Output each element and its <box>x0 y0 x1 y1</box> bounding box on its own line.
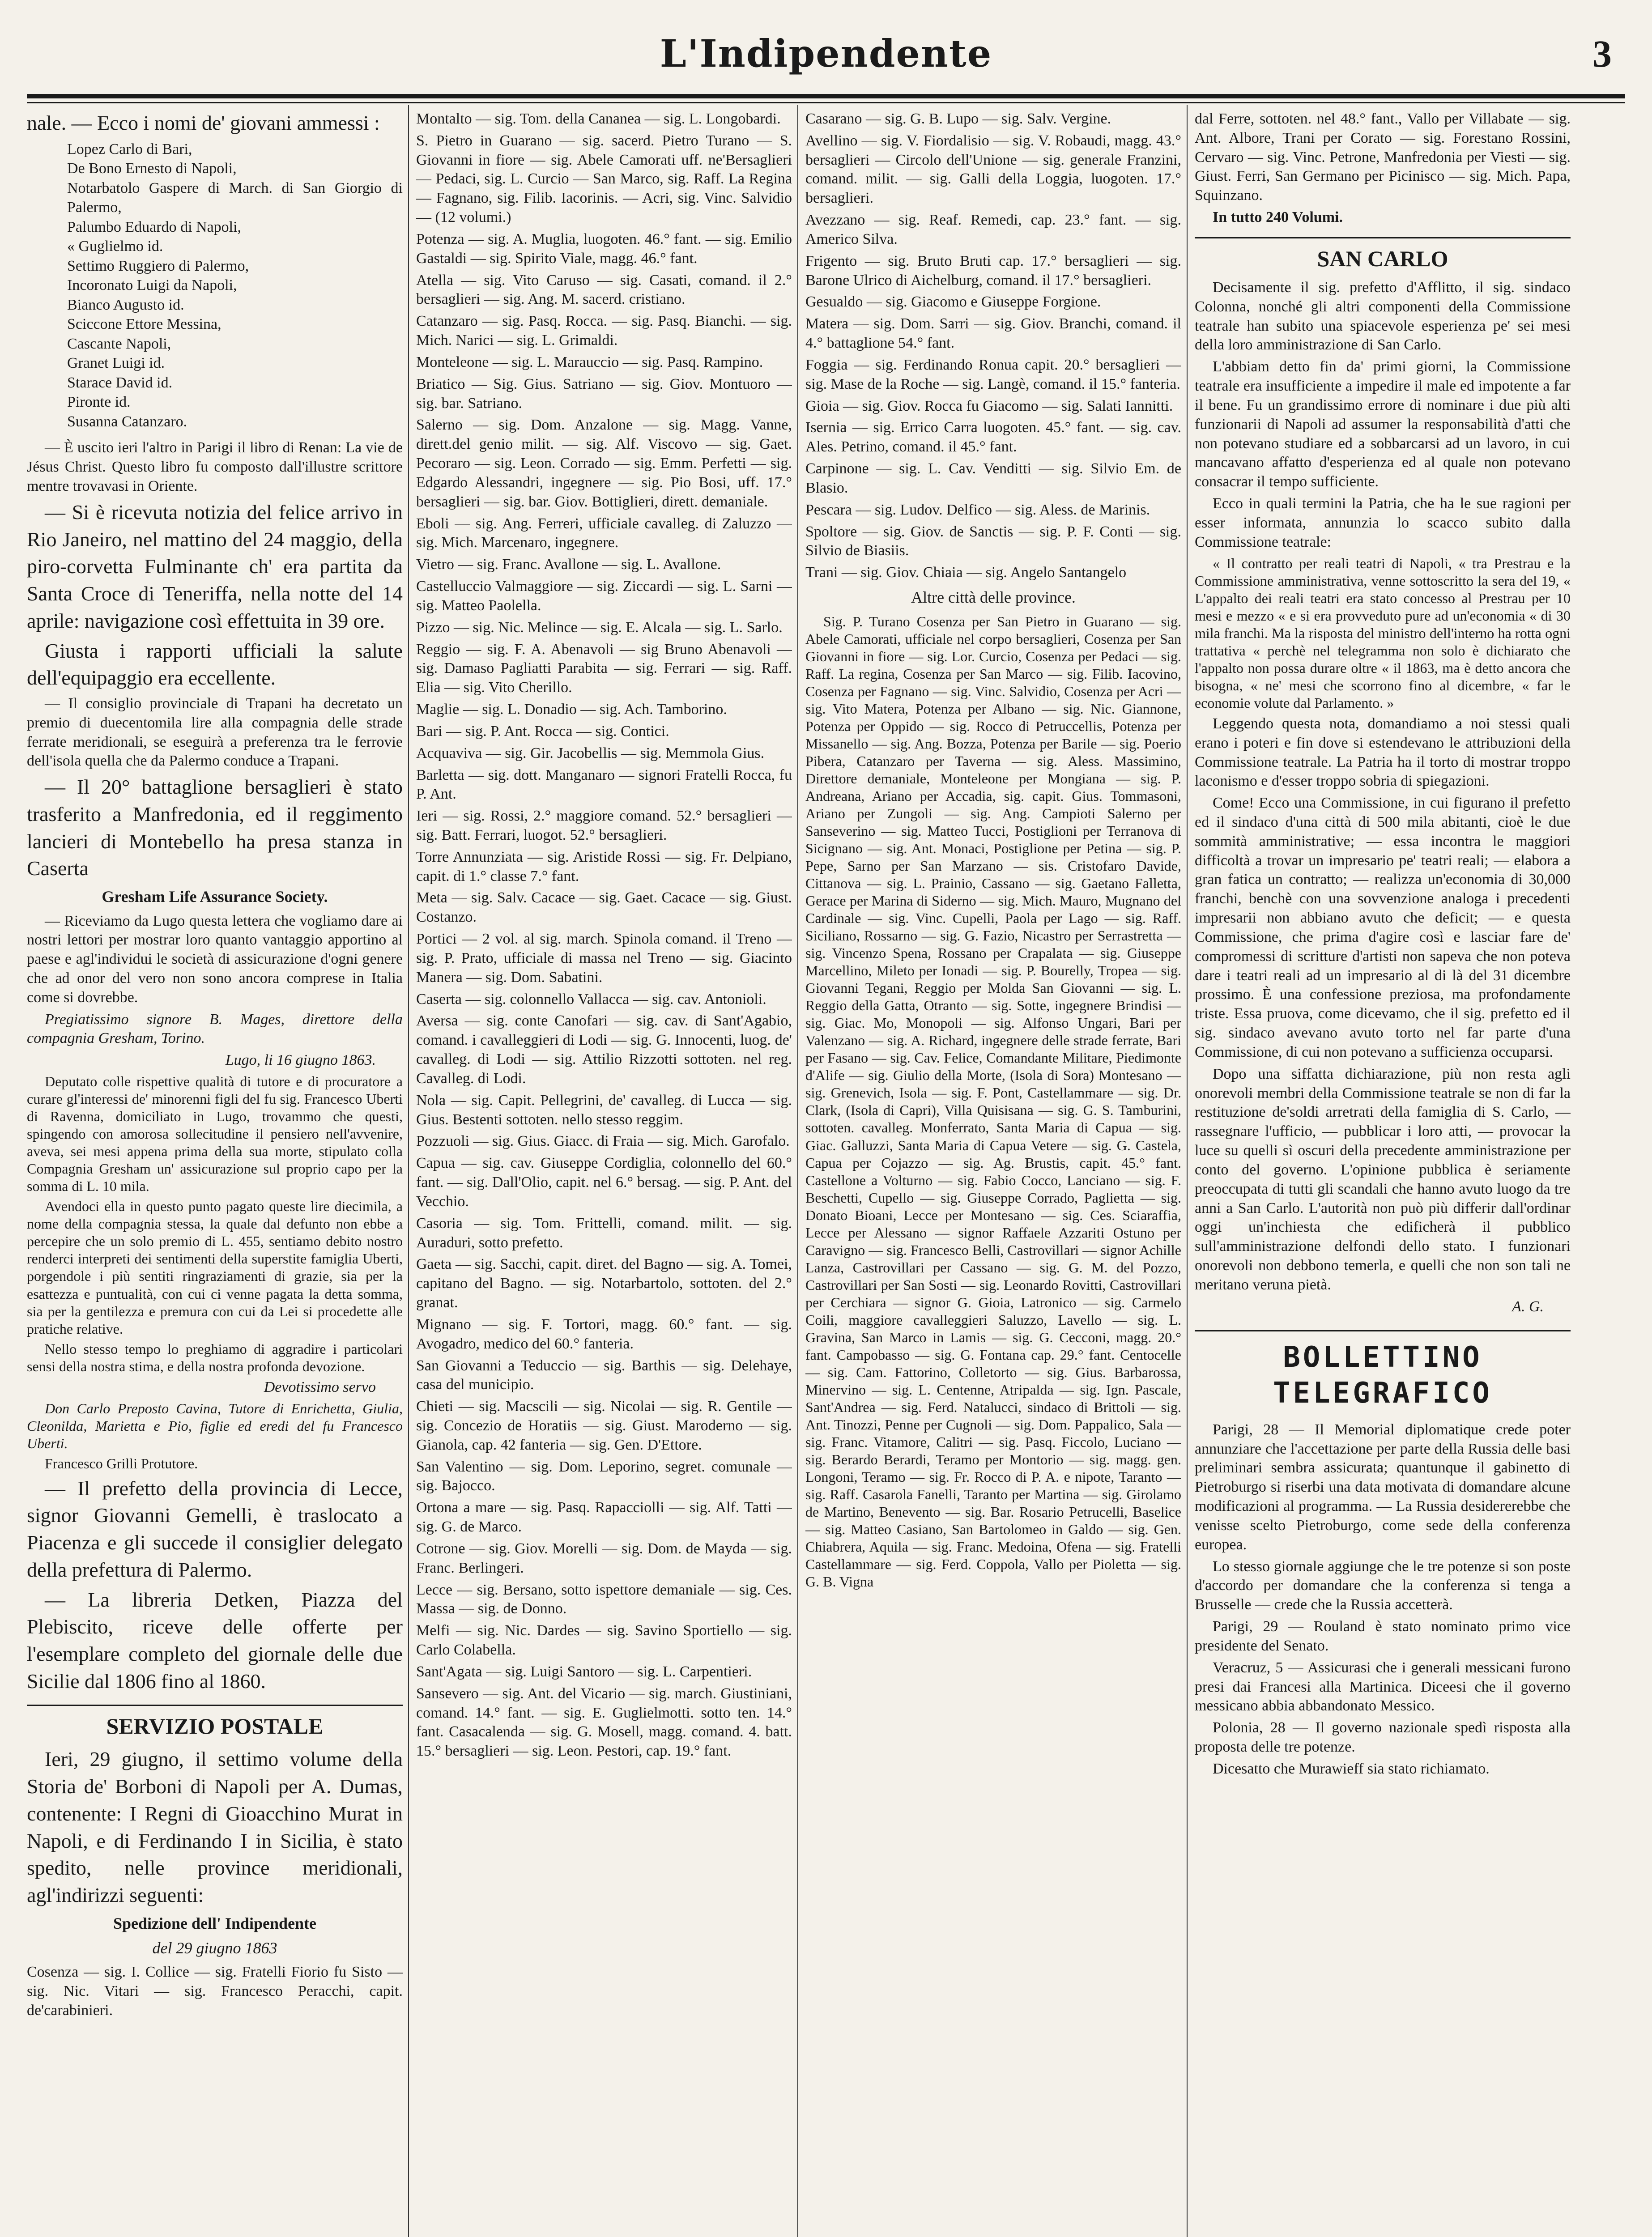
list-item: Sciccone Ettore Messina, <box>67 316 221 333</box>
list-item: Chieti — sig. Macscili — sig. Nicolai — sig. R. Gentile — sig. Concezio de Horatiis — sig. Giust. Maroderno — sig. Gianola, cap. 42 fanteria — sig. Gen. D'Ettore. <box>416 1398 792 1453</box>
article-paragraph: Dopo una siffatta dichiarazione, più non resta agli onorevoli membri della Commissione teatrale se non di far la restituzione de'soldi arretrati della famiglia di S. Carlo, — rassegnare l'ufficio, — pubblicar i loro atti, — provocar la luce su quelli sì oscuri della precedente amministrazione per conto del governo. L'opinione pubblica è seriamente preoccupata di tutti gli scandali che hanno avuto luogo da tre anni a San Carlo. L'autorità non può più differir dall'ordinar oggi un'inchiesta che edificherà il pubblico sull'amministrazione delfondi dello stato. I funzionari onorevoli non debbono temerla, e quelli che non son tali ne meritano veruna pietà. <box>1195 1065 1571 1293</box>
list-item: Portici — 2 vol. al sig. march. Spinola comand. il Treno — sig. P. Prato, ufficiale di massa nel Treno — sig. Giacinto Manera — sig. Dom. Sabatini. <box>416 931 792 986</box>
list-item: Lecce — sig. Bersano, sotto ispettore demaniale — sig. Ces. Massa — sig. de Donno. <box>416 1581 792 1617</box>
list-item: Susanna Catanzaro. <box>67 413 187 430</box>
list-item: San Giovanni a Teduccio — sig. Barthis — sig. Delehaye, casa del municipio. <box>416 1357 792 1393</box>
article-paragraph: — La libreria Detken, Piazza del Plebiscito, riceve delle offerte per l'esemplare completo del giornale delle due Sicilie dal 1806 fino al 1860. <box>27 1588 403 1693</box>
list-item: Casoria — sig. Tom. Frittelli, comand. milit. — sig. Auraduri, sotto prefetto. <box>416 1215 792 1251</box>
article-paragraph: — È uscito ieri l'altro in Parigi il libro di Renan: La vie de Jésus Christ. Questo libro fu composto dall'illustre scrittore mentre trovavasi in Oriente. <box>27 439 403 495</box>
list-item: Carpinone — sig. L. Cav. Venditti — sig. Silvio Em. de Blasio. <box>805 460 1181 496</box>
list-item: Incoronato Luigi da Napoli, <box>67 277 237 294</box>
article-paragraph: Decisamente il sig. prefetto d'Afflitto, il sig. sindaco Colonna, nonché gli altri componenti della Commissione teatrale han subito una spiacevole esperienza pe' sei mesi della loro amministrazione di San Carlo. <box>1195 279 1571 353</box>
article-paragraph: — Il consiglio provinciale di Trapani ha decretato un premio di duecentomila lire alla compagnia delle strade ferrate meridionali, se eseguirà a preferenza tra le ferrovie dell'isola quella che da Palermo conduce a Trapani. <box>27 695 403 770</box>
list-item: Spoltore — sig. Giov. de Sanctis — sig. P. F. Conti — sig. Silvio de Biasiis. <box>805 523 1181 559</box>
column-divider <box>797 105 798 2237</box>
column-divider <box>1187 105 1188 2237</box>
list-item: S. Pietro in Guarano — sig. sacerd. Pietro Turano — S. Giovanni in fiore — sig. Abele Camorati uff. ne'Bersaglieri — Pedaci, sig. L. Curcio — San Marco, sig. Raff. La Regina — Fagnano, sig. Filib. Iacorinis. — Acri, sig. Vinc. Salvidio — (12 volumi.) <box>416 132 792 226</box>
list-item: Sansevero — sig. Ant. del Vicario — sig. march. Giustiniani, comand. 14.° fant. — sig. E. Guglielmotti. sotto ten. 14.° fant. Casacalenda — sig. G. Mosell, magg. comand. 4. batt. 15.° bersaglieri — sig. Leon. Pestori, cap. 19.° fant. <box>416 1685 792 1760</box>
list-item: Mignano — sig. F. Tortori, magg. 60.° fant. — sig. Avogadro, medico del 60.° fanteria. <box>416 1316 792 1352</box>
section-heading: Gresham Life Assurance Society. <box>102 888 328 906</box>
list-item: Notarbatolo Gaspere di March. di San Giorgio di Palermo, <box>67 179 403 216</box>
list-item: Briatico — Sig. Gius. Satriano — sig. Giov. Montuoro — sig. bar. Satriano. <box>416 375 792 412</box>
list-item: Ieri — sig. Rossi, 2.° maggiore comand. 52.° bersaglieri — sig. Batt. Ferrari, luogot. 52.° bersaglieri. <box>416 808 792 843</box>
article-paragraph: Lo stesso giornale aggiunge che le tre potenze si son poste d'accordo per domandare che la conferenza si tenga a Brusselle — crede che la Russia accetterà. <box>1195 1558 1571 1613</box>
column-3 <box>805 110 1181 2237</box>
list-item: Bianco Augusto id. <box>67 296 184 313</box>
article-paragraph: Giusta i rapporti ufficiali la salute dell'equipaggio era eccellente. <box>27 639 403 689</box>
list-item: Gioia — sig. Giov. Rocca fu Giacomo — sig. Salati Iannitti. <box>805 397 1173 414</box>
list-item: Acquaviva — sig. Gir. Jacobellis — sig. Memmola Gius. <box>416 744 765 761</box>
list-item: Gaeta — sig. Sacchi, capit. diret. del Bagno — sig. A. Tomei, capitano del Bagno. — sig. Notarbartolo, sottoten. del 2.° granat. <box>416 1256 792 1311</box>
article-paragraph: dal Ferre, sottoten. nel 48.° fant., Vallo per Villabate — sig. Ant. Albore, Trani per Corato — sig. Forestano Rossini, Cervaro — sig. Vinc. Petrone, Manfredonia per Viesti — sig. Giust. Ferri, San Germano per Picinisco — sig. Mich. Papa, Squinzano. <box>1195 111 1571 204</box>
list-item: Gesualdo — sig. Giacomo e Giuseppe Forgione. <box>805 293 1101 310</box>
article-paragraph: Polonia, 28 — Il governo nazionale spedì risposta alla proposta delle tre potenze. <box>1195 1719 1571 1756</box>
list-item: Lopez Carlo di Bari, <box>67 140 192 157</box>
article-paragraph: — Riceviamo da Lugo questa lettera che vogliamo dare ai nostri lettori per mostrar loro quanto vantaggio apportino al paese e agl'individui le società di assicurazione d'ogni genere che ad onor del vero non sono ancora comprese in Italia come si dovrebbe. <box>27 912 403 1006</box>
list-item: Pozzuoli — sig. Gius. Giacc. di Fraia — sig. Mich. Garofalo. <box>416 1133 790 1150</box>
list-item: Starace David id. <box>67 374 173 391</box>
masthead <box>27 18 1625 103</box>
list-item: Caserta — sig. colonnello Vallacca — sig. cav. Antonioli. <box>416 991 766 1008</box>
article-paragraph: — Il prefetto della provincia di Lecce, signor Giovanni Gemelli, è traslocato a Piacenza e gli succede il consiglier delegato della prefettura di Palermo. <box>27 1476 403 1581</box>
article-paragraph: — Il 20° battaglione bersaglieri è stato trasferito a Manfredonia, ed il reggimento lancieri di Montebello ha presa stanza in Caserta <box>27 775 403 880</box>
list-item: Maglie — sig. L. Donadio — sig. Ach. Tamborino. <box>416 701 727 718</box>
article-paragraph: Nello stesso tempo lo preghiamo di aggradire i particolari sensi della nostra stima, e della nostra profonda devozione. <box>27 1340 403 1374</box>
list-item: Cosenza — sig. I. Collice — sig. Fratelli Fiorio fu Sisto — sig. Nic. Vitari — sig. Francesco Peracchi, capit. de'carabinieri. <box>27 1964 403 2019</box>
list-item: Settimo Ruggiero di Palermo, <box>67 257 249 274</box>
list-item: Isernia — sig. Errico Carra luogoten. 45.° fant. — sig. cav. Ales. Petrino, comand. il 45.° fant. <box>805 419 1181 455</box>
section-heading: SAN CARLO <box>1195 237 1571 273</box>
header-rule <box>27 94 1625 98</box>
list-item: Aversa — sig. conte Canofari — sig. cav. di Sant'Agabio, comand. i cavalleggieri di Lodi — sig. G. Innocenti, luog. de' cavalleg. di Lodi — sig. Attilio Rizzotti sottoten. nel reg. Cavalleg. di Lodi. <box>416 1012 792 1087</box>
article-paragraph: Parigi, 29 — Rouland è stato nominato primo vice presidente del Senato. <box>1195 1618 1571 1654</box>
section-subheading: Spedizione dell' Indipendente <box>113 1914 317 1932</box>
dispatch-date: del 29 giugno 1863 <box>152 1939 277 1957</box>
list-item: Palumbo Eduardo di Napoli, <box>67 218 242 235</box>
list-item: Meta — sig. Salv. Cacace — sig. Gaet. Cacace — sig. Giust. Costanzo. <box>416 889 792 926</box>
list-item: Frigento — sig. Bruto Bruti cap. 17.° bersaglieri — sig. Barone Ulrico di Aichelburg, comand. il 17.° bersaglieri. <box>805 252 1181 289</box>
column-divider <box>408 105 409 2237</box>
list-item: Cotrone — sig. Giov. Morelli — sig. Dom. de Mayda — sig. Franc. Berlingeri. <box>416 1540 792 1576</box>
article-paragraph: nale. — Ecco i nomi de' giovani ammessi : <box>27 111 380 134</box>
article-paragraph: Avendoci ella in questo punto pagato queste lire diecimila, a nome della compagnia stessa, la quale dal defunto non ebbe a percepire che un solo premio di L. 455, sentiamo debito nostro renderci interpreti dei sentimenti della superstite famiglia Uberti, porgendole i più sentiti ringraziamenti di grazie, sia per la esattezza e puntualità, con cui ci venne pagata la detta somma, sia per la gentilezza e premura con cui da Lei si procedette alle pratiche relative. <box>27 1198 403 1337</box>
list-item: Ortona a mare — sig. Pasq. Rapacciolli — sig. Alf. Tatti — sig. G. de Marco. <box>416 1499 792 1535</box>
letter-signature: Don Carlo Preposto Cavina, Tutore di Enrichetta, Giulia, Cleonilda, Marietta e Pio, figlie ed eredi del fu Francesco Uberti. <box>27 1400 403 1451</box>
name-list <box>67 140 403 432</box>
list-item: Cascante Napoli, <box>67 335 171 352</box>
article-paragraph: Veracruz, 5 — Assicurasi che i generali messicani furono presi dai Francesi alla Martinica. Diceesi che il governo messicano abbia abbandonato Messico. <box>1195 1659 1571 1714</box>
letter-closing: Devotissimo servo <box>264 1378 376 1395</box>
list-item: Barletta — sig. dott. Manganaro — signori Fratelli Rocca, fu P. Ant. <box>416 766 792 803</box>
article-paragraph: Come! Ecco una Commissione, in cui figurano il prefetto ed il sindaco d'una città di 500 mila abitanti, cioè le due sommità amministrative; — essa incontra le maggiori difficoltà a trovar un impresario pe' teatri reali; — elabora a gran fatica un contratto; — realizza un'economia di 30,000 franchi, benchè con una sovvenzione analoga i precedenti impresarii non abbiano avuto che deficit; — e questa Commissione, che prima d'agire così e lasciar fare de' compromessi di scritture d'artisti non sapeva che non poteva dare i teatri reali ad un impresario al di là del 31 dicembre prossimo. È una confessione preziosa, ma profondamente triste. Essa pruova, come dicevamo, che il sig. prefetto ed il sig. sindaco avevano avuto torto nel far parte d'una Commissione, di cui non potevano a sufficienza occuparsi. <box>1195 795 1571 1060</box>
list-item: Salerno — sig. Dom. Anzalone — sig. Magg. Vanne, dirett.del genio milit. — sig. Alf. Viscovo — sig. Gaet. Pecoraro — sig. Leon. Corrado — sig. Emm. Perfetti — sig. Edgardo Alessandri, ingegnere — sig. Pio Bosi, uff. 17.° bersaglieri — sig. bar. Giov. Bottiglieri, dirett. demaniale. <box>416 417 792 510</box>
list-item: Monteleone — sig. L. Marauccio — sig. Pasq. Rampino. <box>416 353 763 370</box>
list-item: Vietro — sig. Franc. Avallone — sig. L. Avallone. <box>416 556 721 573</box>
column-1 <box>27 110 403 2237</box>
article-paragraph: Deputato colle rispettive qualità di tutore e di procuratore a curare gl'interessi de' minorenni figli del fu sig. Francesco Uberti di Ravenna, domiciliato in Lugo, trovammo che questi, spingendo con amorosa sollecitudine il pensiero nell'avvenire, aveva, sei mesi appena prima della sua morte, stipulato colla Compagnia Gresham un' assicurazione sul proprio capo per la somma di L. 10 mila. <box>27 1073 403 1195</box>
list-item: Avezzano — sig. Reaf. Remedi, cap. 23.° fant. — sig. Americo Silva. <box>805 212 1181 247</box>
article-paragraph: Sig. P. Turano Cosenza per San Pietro in Guarano — sig. Abele Camorati, ufficiale nel corpo bersaglieri, Cosenza per San Giovanni in fiore — sig. Lor. Curcio, Cosenza per Pedaci — sig. Raff. La regina, Cosenza per San Marco — sig. Filib. Iacovino, Cosenza per Fagnano — sig. Vinc. Salvidio, Cosenza per Acri — sig. Vito Matera, Potenza per Albano — sig. Nic. Giannone, Potenza per Oppido — sig. Rocco di Petruccellis, Potenza per Missanello — sig. Ang. Bozza, Potenza per Barile — sig. Poerio Pibera, Catanzaro per Taverna — sig. Aless. Massimino, Direttore demaniale, Monteleone per Mongiana — sig. P. Andreana, Ariano per Accadia, sig. capit. Gius. Tommasoni, Ariano per Zungoli — sig. Ang. Campioti Salerno per Sanseverino — sig. Matteo Tucci, Postiglioni per Terranova di Sicignano — sig. Ant. Monaci, Postiglione per Petina — sig. P. Pepe, Sarno per San Marzano — sis. Cristofaro Davide, Cittanova — sig. L. Prainio, Cassano — sig. Gaetano Falletta, Gerace per Marina di Siderno — sig. Mich. Mauro, Mugnano del Cardinale — sig. Vinc. Cupelli, Paola per Lago — sig. Raff. Siciliano, Rossarno — sig. G. Fazio, Nicastro per Serrastretta — sig. Vincenzo Spena, Rossano per Crapalata — sig. Giuseppe Marcellino, Mileto per Ionadi — sig. P. Bourelly, Tropea — sig. Giovanni Tegani, Reggio per Molda San Giovanni — sig. L. Reggio della Gatta, Otranto — sig. Sotte, ingegnere Brindisi — sig. Giac. Mo, Monopoli — sig. Alfonso Ungari, Bari per Valenzano — sig. A. Richard, ingegnere delle strade ferrate, Bari per Fasano — sig. Cav. Felice, Comandante Militare, Piedimonte d'Alife — sig. Giulio della Morte, (Isola di Sora) Montesano — sig. Grenevich, Isola — sig. F. Pont, Castellammare — sig. Dr. Clark, (Isola di Capri), Villa Quisisana — sig. G. S. Tamburini, sottoten. cavalleg. Monferrato, Santa Maria di Capua — sig. Giac. Galluzzi, Santa Maria di Capua Vetere — sig. G. Castela, Capua per Cojazzo — sig. Ag. Brustis, capit. 45.° fant. Castellone a Volturno — sig. Fabio Cocco, Lanciano — sig. F. Beschetti, Cupello — sig. Giuseppe Corrado, Paglietta — sig. Donato Bioani, Lecce per Montesano — sig. Ces. Sciaraffia, Lecce per Alessano — signor Raffaele Azzariti Ostuno per Caravigno — sig. Francesco Belli, Castrovillari — signor Achille Lanza, Castrovillari per Cassano — sig. G. M. del Pozzo, Castrovillari per San Sosti — sig. Leonardo Rovitti, Castrovillari per Cerchiara — signor G. Gioia, Latronico — sig. Carmelo Coili, maggiore cavalleggieri Saluzzo, Lavello — sig. L. Gravina, San Marco in Lamis — sig. G. Cecconi, magg. 20.° fant. Campobasso — sig. G. Fontana cap. 29.° fant. Centocelle — sig. Cam. Fattorino, Colletorto — sig. Gius. Barbarossa, Minervino — sig. L. Centenne, Atripalda — sig. Ign. Pascale, Sant'Andrea — sig. Ferd. Natalucci, sindaco di Brittoli — sig. Ant. Tinozzi, Penne per Cugnoli — sig. Dom. Pappalico, Sala — sig. Franc. Vitamore, Calitri — sig. Pasq. Ficcolo, Luciano — sig. Berardo Berardi, Teramo per Montorio — sig. magg. gen. Longoni, Teramo — sig. Fr. Rocco di P. A. e nipote, Taranto — sig. Raff. Casarola Fanelli, Taranto per Martina — sig. Girolamo de Martino, Benevento — sig. Bar. Rosario Petrucelli, Baselice — sig. Matteo Casiano, San Bartolomeo in Galdo — sig. Gen. Chiabrera, Aquila — sig. Franc. Medoina, Ofena — sig. Fratelli Castellammare — sig. Ferd. Coppola, Vallo per Pioletta — sig. G. B. Vigna <box>805 613 1181 1590</box>
column-4 <box>1195 110 1571 2237</box>
list-item: Pironte id. <box>67 394 131 411</box>
list-item: Granet Luigi id. <box>67 355 165 372</box>
list-item: Avellino — sig. V. Fiordalisio — sig. V. Robaudi, magg. 43.° bersaglieri — Circolo dell'Unione — sig. generale Franzini, comand. milit. — sig. Galli della Loggia, luogoten. 17.° bersaglieri. <box>805 132 1181 207</box>
list-item: Capua — sig. cav. Giuseppe Cordiglia, colonnello del 60.° fant. — sig. Dall'Olio, capit. nel 6.° bersag. — sig. P. Ant. del Vecchio. <box>416 1155 792 1210</box>
section-heading: BOLLETTINO TELEGRAFICO <box>1195 1330 1571 1412</box>
list-item: Eboli — sig. Ang. Ferreri, ufficiale cavalleg. di Zaluzzo — sig. Mich. Marcenaro, ingegnere. <box>416 515 792 551</box>
column-2 <box>416 110 792 2237</box>
list-item: Trani — sig. Giov. Chiaia — sig. Angelo Santangelo <box>805 564 1127 581</box>
article-paragraph: Ieri, 29 giugno, il settimo volume della Storia de' Borboni di Napoli per A. Dumas, contenente: I Regni di Gioacchino Murat in Napoli, e di Ferdinando I in Sicilia, è stato spedito, nelle province meridionali, agl'indirizzi seguenti: <box>27 1748 403 1906</box>
letter-signature: Francesco Grilli Protutore. <box>45 1455 198 1471</box>
list-item: Bari — sig. P. Ant. Rocca — sig. Contici. <box>416 723 669 740</box>
quoted-text: « Il contratto per reali teatri di Napoli, « tra Prestrau e la Commissione amministrativa, venne sottoscritto la sera del 19, « L'appalto dei reali teatri era stato concesso al Prestrau per 10 mesi e mezzo « e si era provveduto pure ad un'economia « di 30 mila franchi. Ma la risposta del ministro dell'interno ha rotta ogni trattativa « perchè nel telegramma non solo è dichiarato che l'appalto non possa durare oltre « il 1863, ma è detto ancora che bisogna, « ne' mesi che scorrono fino al dicembre, « far le economie volute dal Parlamento. » <box>1195 555 1571 711</box>
list-item: Pescara — sig. Ludov. Delfico — sig. Aless. de Marinis. <box>805 501 1150 518</box>
list-item: Castelluccio Valmaggiore — sig. Ziccardi — sig. L. Sarni — sig. Matteo Paolella. <box>416 578 792 614</box>
list-item: Foggia — sig. Ferdinando Ronua capit. 20.° bersaglieri — sig. Mase de la Roche — sig. Langè, comand. il 15.° fanteria. <box>805 356 1181 392</box>
article-paragraph: Parigi, 28 — Il Memorial diplomatique crede poter annunziare che l'accettazione per parte della Russia delle basi preliminari sembra assicurata; quantunque il gabinetto di Pietroburgo si riserbi una data motivata di domandare alcune modificazioni al programma. — La Russia desidererebbe che venisse scelto Pietroburgo, come sede della conferenza europea. <box>1195 1421 1571 1553</box>
list-item: Catanzaro — sig. Pasq. Rocca. — sig. Pasq. Bianchi. — sig. Mich. Narici — sig. L. Grimaldi. <box>416 313 792 349</box>
letter-address: Pregiatissimo signore B. Mages, direttore della compagnia Gresham, Torino. <box>27 1011 403 1047</box>
list-item: Matera — sig. Dom. Sarri — sig. Giov. Branchi, comand. il 4.° battaglione 54.° fant. <box>805 315 1181 352</box>
total-count: In tutto 240 Volumi. <box>1213 209 1343 226</box>
article-signature: A. G. <box>1512 1298 1544 1315</box>
list-item: Melfi — sig. Nic. Dardes — sig. Savino Sportiello — sig. Carlo Colabella. <box>416 1622 792 1659</box>
header-rule-thin <box>27 102 1625 103</box>
list-item: « Guglielmo id. <box>67 238 163 255</box>
list-item: Torre Annunziata — sig. Aristide Rossi — sig. Fr. Delpiano, capit. di 1.° classe 7.° fant. <box>416 848 792 885</box>
page-number: 3 <box>1592 32 1612 75</box>
article-paragraph: Ecco in quali termini la Patria, che ha le sue ragioni per esser informata, annunzia lo scacco subito dalla Commissione teatrale: <box>1195 495 1571 550</box>
list-item: Pizzo — sig. Nic. Melince — sig. E. Alcala — sig. L. Sarlo. <box>416 619 783 636</box>
article-paragraph: — Si è ricevuta notizia del felice arrivo in Rio Janeiro, nel mattino del 24 maggio, della piro-corvetta Fulminante ch' era partita da Santa Croce di Teneriffa, nella notte del 14 aprile: navigazione così effettuita in 39 ore. <box>27 500 403 632</box>
newspaper-title: L'Indipendente <box>660 31 992 76</box>
list-item: Potenza — sig. A. Muglia, luogoten. 46.° fant. — sig. Emilio Gastaldi — sig. Spirito Viale, magg. 46.° fant. <box>416 230 792 267</box>
list-item: Atella — sig. Vito Caruso — sig. Casati, comand. il 2.° bersaglieri — sig. Ang. M. sacerd. cristiano. <box>416 272 792 308</box>
list-item: Casarano — sig. G. B. Lupo — sig. Salv. Vergine. <box>805 111 1111 127</box>
letter-date: Lugo, li 16 giugno 1863. <box>225 1052 376 1069</box>
list-item: Nola — sig. Capit. Pellegrini, de' cavalleg. di Lucca — sig. Gius. Bestenti sottoten. nello stesso reggim. <box>416 1092 792 1128</box>
list-item: Reggio — sig. F. A. Abenavoli — sig Bruno Abenavoli — sig. Damaso Pagliatti Parabita — sig. Ferrari — sig. Raff. Elia — sig. Vito Cherillo. <box>416 641 792 696</box>
article-paragraph: Leggendo questa nota, domandiamo a noi stessi quali erano i poteri e fin dove si estendevano le attribuzioni della Commissione teatrale. La Patria ha il torto di mostrar troppo laconismo e d'esser troppo sobria di spiegazioni. <box>1195 715 1571 790</box>
list-item: De Bono Ernesto di Napoli, <box>67 160 237 177</box>
list-item: San Valentino — sig. Dom. Leporino, segret. comunale — sig. Bajocco. <box>416 1458 792 1494</box>
section-subheading: Altre città delle province. <box>911 588 1076 607</box>
section-heading: SERVIZIO POSTALE <box>27 1705 403 1740</box>
list-item: Montalto — sig. Tom. della Cananea — sig. L. Longobardi. <box>416 111 781 127</box>
article-paragraph: L'abbiam detto fin da' primi giorni, la Commissione teatrale era insufficiente a impedire il male ed impotente a far il bene. Fu un grandissimo errore di nominare i due più alti funzionarii di Napoli ad assumer la responsabilità d'atti che non potevano studiare ed a sobbarcarsi ad un lavoro, in cui mancavano affatto d'esperienza ed al quale non potevano consacrar il tempo sufficiente. <box>1195 358 1571 490</box>
list-item: Sant'Agata — sig. Luigi Santoro — sig. L. Carpentieri. <box>416 1663 752 1680</box>
article-paragraph: Dicesatto che Murawieff sia stato richiamato. <box>1213 1760 1490 1777</box>
